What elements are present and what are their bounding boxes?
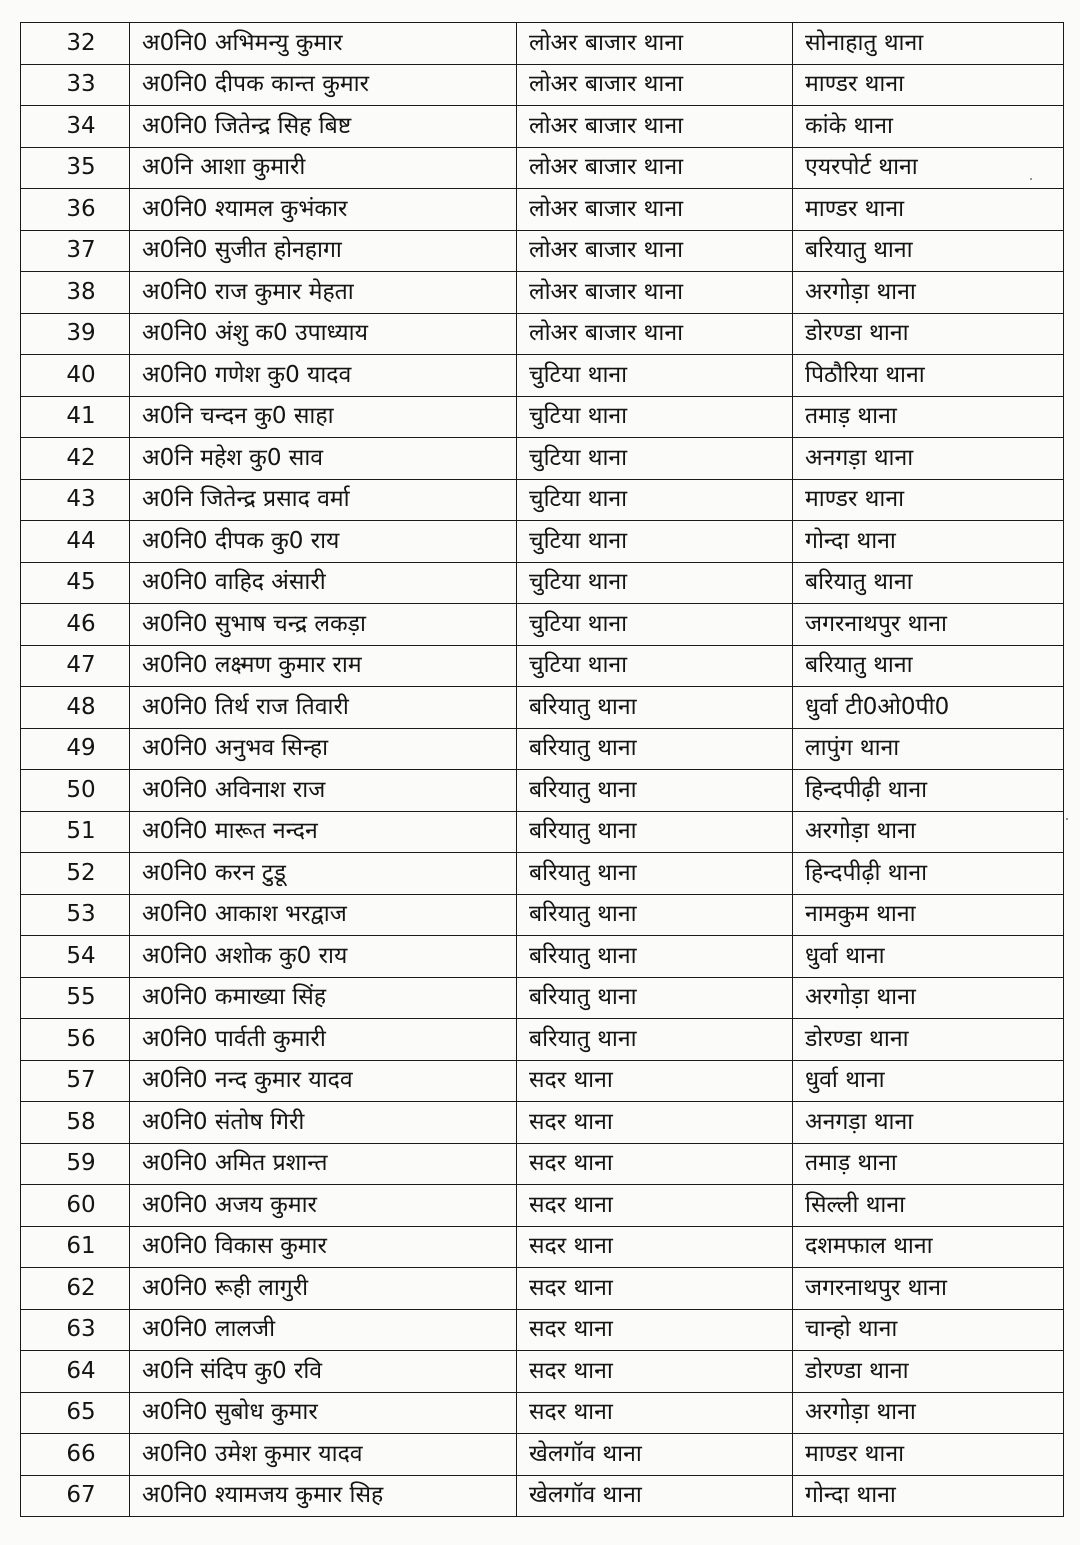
table-row	[21, 687, 1064, 729]
table-row	[21, 189, 1064, 231]
new-station-cell: डोरण्डा थाना	[793, 1351, 1064, 1393]
current-station-cell: लोअर बाजार थाना	[517, 106, 793, 148]
serial-number-cell: 36	[21, 189, 130, 231]
new-station-cell: दशमफाल थाना	[793, 1226, 1064, 1268]
table-row	[21, 977, 1064, 1019]
table-row	[21, 1019, 1064, 1061]
table-row	[21, 355, 1064, 397]
table-row	[21, 313, 1064, 355]
new-station-cell: माण्डर थाना	[793, 64, 1064, 106]
new-station-cell: जगरनाथपुर थाना	[793, 1268, 1064, 1310]
current-station-cell: सदर थाना	[517, 1060, 793, 1102]
serial-number-cell: 59	[21, 1143, 130, 1185]
new-station-cell: तमाड़ थाना	[793, 1143, 1064, 1185]
serial-number-cell: 61	[21, 1226, 130, 1268]
serial-number-cell: 65	[21, 1392, 130, 1434]
current-station-cell: चुटिया थाना	[517, 355, 793, 397]
current-station-cell: सदर थाना	[517, 1309, 793, 1351]
serial-number-cell: 38	[21, 272, 130, 314]
officer-name-cell: अ0नि0 अशोक कु0 राय	[130, 936, 517, 978]
table-row	[21, 728, 1064, 770]
table-row	[21, 1392, 1064, 1434]
new-station-cell: अनगड़ा थाना	[793, 438, 1064, 480]
officer-name-cell: अ0नि0 सुजीत होनहागा	[130, 230, 517, 272]
table-row	[21, 438, 1064, 480]
officer-name-cell: अ0नि0 अभिमन्यु कुमार	[130, 23, 517, 65]
officer-name-cell: अ0नि0 दीपक कान्त कुमार	[130, 64, 517, 106]
new-station-cell: डोरण्डा थाना	[793, 313, 1064, 355]
new-station-cell: सोनाहातु थाना	[793, 23, 1064, 65]
serial-number-cell: 49	[21, 728, 130, 770]
officer-name-cell: अ0नि0 नन्द कुमार यादव	[130, 1060, 517, 1102]
table-row	[21, 147, 1064, 189]
officer-name-cell: अ0नि0 लालजी	[130, 1309, 517, 1351]
serial-number-cell: 43	[21, 479, 130, 521]
current-station-cell: लोअर बाजार थाना	[517, 23, 793, 65]
table-row	[21, 1102, 1064, 1144]
current-station-cell: लोअर बाजार थाना	[517, 272, 793, 314]
serial-number-cell: 60	[21, 1185, 130, 1227]
transfer-list-page	[20, 22, 1051, 1517]
table-body	[21, 23, 1064, 1517]
new-station-cell: अनगड़ा थाना	[793, 1102, 1064, 1144]
current-station-cell: बरियातु थाना	[517, 811, 793, 853]
current-station-cell: चुटिया थाना	[517, 396, 793, 438]
current-station-cell: लोअर बाजार थाना	[517, 313, 793, 355]
transfer-table	[20, 22, 1064, 1517]
serial-number-cell: 63	[21, 1309, 130, 1351]
officer-name-cell: अ0नि0 वाहिद अंसारी	[130, 562, 517, 604]
officer-name-cell: अ0नि0 अमित प्रशान्त	[130, 1143, 517, 1185]
officer-name-cell: अ0नि0 विकास कुमार	[130, 1226, 517, 1268]
officer-name-cell: अ0नि0 तिर्थ राज तिवारी	[130, 687, 517, 729]
serial-number-cell: 67	[21, 1475, 130, 1517]
serial-number-cell: 45	[21, 562, 130, 604]
current-station-cell: बरियातु थाना	[517, 853, 793, 895]
serial-number-cell: 52	[21, 853, 130, 895]
officer-name-cell: अ0नि0 आकाश भरद्वाज	[130, 894, 517, 936]
table-row	[21, 396, 1064, 438]
table-row	[21, 23, 1064, 65]
serial-number-cell: 41	[21, 396, 130, 438]
serial-number-cell: 55	[21, 977, 130, 1019]
new-station-cell: एयरपोर्ट थाना	[793, 147, 1064, 189]
officer-name-cell: अ0नि आशा कुमारी	[130, 147, 517, 189]
table-row	[21, 562, 1064, 604]
officer-name-cell: अ0नि0 लक्ष्मण कुमार राम	[130, 645, 517, 687]
officer-name-cell: अ0नि0 गणेश कु0 यादव	[130, 355, 517, 397]
officer-name-cell: अ0नि0 श्यामजय कुमार सिह	[130, 1475, 517, 1517]
table-row	[21, 811, 1064, 853]
officer-name-cell: अ0नि0 सुभाष चन्द्र लकड़ा	[130, 604, 517, 646]
current-station-cell: बरियातु थाना	[517, 1019, 793, 1061]
table-row	[21, 64, 1064, 106]
table-row	[21, 1309, 1064, 1351]
current-station-cell: सदर थाना	[517, 1143, 793, 1185]
serial-number-cell: 35	[21, 147, 130, 189]
officer-name-cell: अ0नि0 अजय कुमार	[130, 1185, 517, 1227]
current-station-cell: चुटिया थाना	[517, 479, 793, 521]
new-station-cell: तमाड़ थाना	[793, 396, 1064, 438]
officer-name-cell: अ0नि0 सुबोध कुमार	[130, 1392, 517, 1434]
table-row	[21, 853, 1064, 895]
serial-number-cell: 40	[21, 355, 130, 397]
officer-name-cell: अ0नि महेश कु0 साव	[130, 438, 517, 480]
table-row	[21, 1475, 1064, 1517]
current-station-cell: चुटिया थाना	[517, 521, 793, 563]
new-station-cell: सिल्ली थाना	[793, 1185, 1064, 1227]
officer-name-cell: अ0नि चन्दन कु0 साहा	[130, 396, 517, 438]
serial-number-cell: 57	[21, 1060, 130, 1102]
serial-number-cell: 48	[21, 687, 130, 729]
current-station-cell: लोअर बाजार थाना	[517, 189, 793, 231]
serial-number-cell: 66	[21, 1434, 130, 1476]
serial-number-cell: 51	[21, 811, 130, 853]
current-station-cell: सदर थाना	[517, 1102, 793, 1144]
officer-name-cell: अ0नि0 अनुभव सिन्हा	[130, 728, 517, 770]
current-station-cell: चुटिया थाना	[517, 562, 793, 604]
new-station-cell: माण्डर थाना	[793, 189, 1064, 231]
serial-number-cell: 44	[21, 521, 130, 563]
current-station-cell: खेलगॉव थाना	[517, 1434, 793, 1476]
new-station-cell: अरगोड़ा थाना	[793, 811, 1064, 853]
table-row	[21, 936, 1064, 978]
table-row	[21, 645, 1064, 687]
current-station-cell: बरियातु थाना	[517, 770, 793, 812]
new-station-cell: जगरनाथपुर थाना	[793, 604, 1064, 646]
new-station-cell: माण्डर थाना	[793, 479, 1064, 521]
new-station-cell: गोन्दा थाना	[793, 1475, 1064, 1517]
officer-name-cell: अ0नि0 करन टुडू	[130, 853, 517, 895]
officer-name-cell: अ0नि0 अंशु क0 उपाध्याय	[130, 313, 517, 355]
new-station-cell: धुर्वा थाना	[793, 936, 1064, 978]
table-row	[21, 604, 1064, 646]
serial-number-cell: 64	[21, 1351, 130, 1393]
current-station-cell: लोअर बाजार थाना	[517, 64, 793, 106]
officer-name-cell: अ0नि0 राज कुमार मेहता	[130, 272, 517, 314]
table-row	[21, 230, 1064, 272]
new-station-cell: पिठौरिया थाना	[793, 355, 1064, 397]
table-row	[21, 1185, 1064, 1227]
serial-number-cell: 32	[21, 23, 130, 65]
current-station-cell: चुटिया थाना	[517, 645, 793, 687]
officer-name-cell: अ0नि0 अविनाश राज	[130, 770, 517, 812]
new-station-cell: गोन्दा थाना	[793, 521, 1064, 563]
serial-number-cell: 62	[21, 1268, 130, 1310]
current-station-cell: बरियातु थाना	[517, 728, 793, 770]
table-row	[21, 1226, 1064, 1268]
serial-number-cell: 58	[21, 1102, 130, 1144]
officer-name-cell: अ0नि0 जितेन्द्र सिह बिष्ट	[130, 106, 517, 148]
officer-name-cell: अ0नि0 मारूत नन्दन	[130, 811, 517, 853]
new-station-cell: बरियातु थाना	[793, 645, 1064, 687]
serial-number-cell: 54	[21, 936, 130, 978]
new-station-cell: नामकुम थाना	[793, 894, 1064, 936]
serial-number-cell: 42	[21, 438, 130, 480]
table-row	[21, 479, 1064, 521]
officer-name-cell: अ0नि0 उमेश कुमार यादव	[130, 1434, 517, 1476]
officer-name-cell: अ0नि0 कमाख्या सिंह	[130, 977, 517, 1019]
table-row	[21, 1268, 1064, 1310]
officer-name-cell: अ0नि0 श्यामल कुभंकार	[130, 189, 517, 231]
scan-speck	[1030, 178, 1032, 180]
table-row	[21, 1434, 1064, 1476]
new-station-cell: अरगोड़ा थाना	[793, 272, 1064, 314]
table-row	[21, 521, 1064, 563]
current-station-cell: लोअर बाजार थाना	[517, 230, 793, 272]
current-station-cell: चुटिया थाना	[517, 604, 793, 646]
new-station-cell: धुर्वा टी0ओ0पी0	[793, 687, 1064, 729]
new-station-cell: डोरण्डा थाना	[793, 1019, 1064, 1061]
officer-name-cell: अ0नि0 रूही लागुरी	[130, 1268, 517, 1310]
serial-number-cell: 50	[21, 770, 130, 812]
current-station-cell: सदर थाना	[517, 1351, 793, 1393]
officer-name-cell: अ0नि संदिप कु0 रवि	[130, 1351, 517, 1393]
new-station-cell: बरियातु थाना	[793, 562, 1064, 604]
table-row	[21, 1143, 1064, 1185]
current-station-cell: बरियातु थाना	[517, 687, 793, 729]
new-station-cell: लापुंग थाना	[793, 728, 1064, 770]
serial-number-cell: 33	[21, 64, 130, 106]
serial-number-cell: 53	[21, 894, 130, 936]
current-station-cell: सदर थाना	[517, 1226, 793, 1268]
new-station-cell: चान्हो थाना	[793, 1309, 1064, 1351]
table-row	[21, 894, 1064, 936]
new-station-cell: हिन्दपीढ़ी थाना	[793, 770, 1064, 812]
officer-name-cell: अ0नि0 संतोष गिरी	[130, 1102, 517, 1144]
serial-number-cell: 56	[21, 1019, 130, 1061]
new-station-cell: बरियातु थाना	[793, 230, 1064, 272]
serial-number-cell: 37	[21, 230, 130, 272]
current-station-cell: बरियातु थाना	[517, 977, 793, 1019]
serial-number-cell: 34	[21, 106, 130, 148]
serial-number-cell: 46	[21, 604, 130, 646]
current-station-cell: बरियातु थाना	[517, 936, 793, 978]
scan-speck	[1066, 818, 1068, 820]
table-row	[21, 1351, 1064, 1393]
current-station-cell: लोअर बाजार थाना	[517, 147, 793, 189]
new-station-cell: हिन्दपीढ़ी थाना	[793, 853, 1064, 895]
table-row	[21, 1060, 1064, 1102]
officer-name-cell: अ0नि0 दीपक कु0 राय	[130, 521, 517, 563]
current-station-cell: बरियातु थाना	[517, 894, 793, 936]
new-station-cell: माण्डर थाना	[793, 1434, 1064, 1476]
new-station-cell: अरगोड़ा थाना	[793, 1392, 1064, 1434]
table-row	[21, 770, 1064, 812]
new-station-cell: धुर्वा थाना	[793, 1060, 1064, 1102]
current-station-cell: खेलगॉव थाना	[517, 1475, 793, 1517]
serial-number-cell: 39	[21, 313, 130, 355]
current-station-cell: सदर थाना	[517, 1268, 793, 1310]
current-station-cell: सदर थाना	[517, 1392, 793, 1434]
current-station-cell: सदर थाना	[517, 1185, 793, 1227]
officer-name-cell: अ0नि0 पार्वती कुमारी	[130, 1019, 517, 1061]
current-station-cell: चुटिया थाना	[517, 438, 793, 480]
serial-number-cell: 47	[21, 645, 130, 687]
new-station-cell: कांके थाना	[793, 106, 1064, 148]
table-row	[21, 106, 1064, 148]
table-row	[21, 272, 1064, 314]
new-station-cell: अरगोड़ा थाना	[793, 977, 1064, 1019]
officer-name-cell: अ0नि जितेन्द्र प्रसाद वर्मा	[130, 479, 517, 521]
